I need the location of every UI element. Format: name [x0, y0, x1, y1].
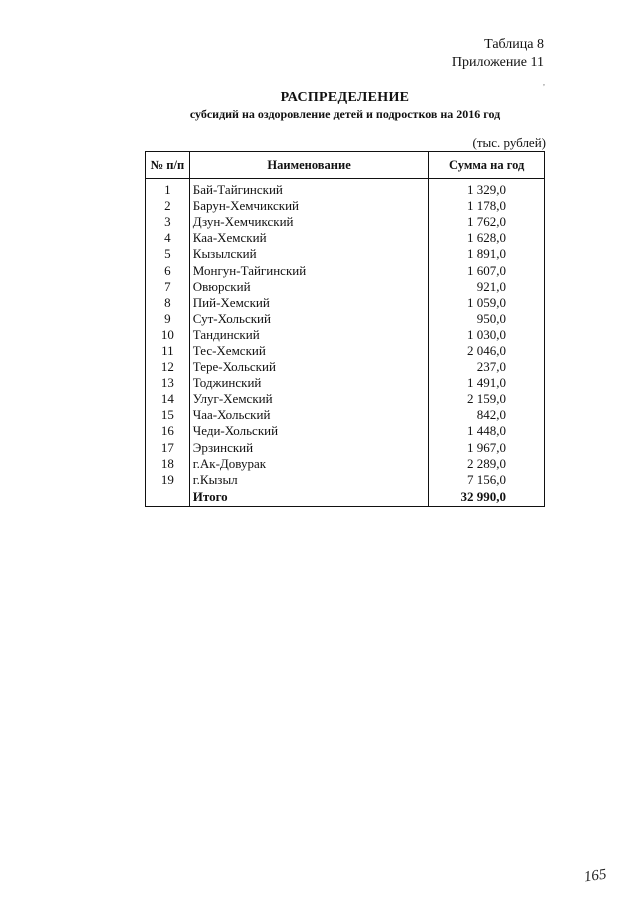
distribution-table — [145, 151, 545, 507]
row-sum: 1 030,0 — [429, 327, 545, 343]
row-sum: 1 491,0 — [429, 375, 545, 391]
row-sum: 1 762,0 — [429, 214, 545, 230]
row-num: 14 — [146, 391, 190, 407]
row-name: Пий-Хемский — [189, 295, 429, 311]
row-name: Чаа-Хольский — [189, 407, 429, 423]
table-row — [146, 262, 545, 278]
row-sum: 1 891,0 — [429, 246, 545, 262]
document-title: РАСПРЕДЕЛЕНИЕ — [280, 90, 410, 105]
table-row — [146, 440, 545, 456]
table-row — [146, 375, 545, 391]
units-label: (тыс. рублей) — [472, 135, 546, 150]
row-sum: 1 178,0 — [429, 198, 545, 214]
table-row — [146, 311, 545, 327]
document-subtitle: субсидий на оздоровление детей и подростков на 2016 год — [189, 107, 501, 121]
total-num-cell — [146, 488, 190, 507]
row-num: 6 — [146, 262, 190, 278]
header-name: Наименование — [189, 152, 429, 179]
row-name: г.Кызыл — [189, 472, 429, 488]
row-name: Овюрский — [189, 279, 429, 295]
row-sum: 842,0 — [429, 407, 545, 423]
document-header — [452, 36, 544, 72]
table-row — [146, 246, 545, 262]
row-name: Каа-Хемский — [189, 230, 429, 246]
row-sum: 1 607,0 — [429, 262, 545, 278]
table-row — [146, 359, 545, 375]
row-num: 15 — [146, 407, 190, 423]
row-name: Бай-Тайгинский — [189, 179, 429, 199]
row-num: 16 — [146, 423, 190, 439]
header-num: № п/п — [146, 152, 190, 179]
row-name: Тандинский — [189, 327, 429, 343]
row-num: 13 — [146, 375, 190, 391]
total-row — [146, 488, 545, 507]
row-num: 11 — [146, 343, 190, 359]
table-header-row — [146, 152, 545, 179]
row-name: Чеди-Хольский — [189, 423, 429, 439]
row-num: 8 — [146, 295, 190, 311]
row-sum: 1 329,0 — [429, 179, 545, 199]
total-label: Итого — [189, 488, 429, 507]
row-sum: 2 159,0 — [429, 391, 545, 407]
header-sum: Сумма на год — [429, 152, 545, 179]
row-name: Тоджинский — [189, 375, 429, 391]
row-name: Дзун-Хемчикский — [189, 214, 429, 230]
row-sum: 1 059,0 — [429, 295, 545, 311]
row-sum: 2 046,0 — [429, 343, 545, 359]
row-num: 10 — [146, 327, 190, 343]
row-name: Сут-Хольский — [189, 311, 429, 327]
table-row — [146, 391, 545, 407]
table-row — [146, 343, 545, 359]
row-num: 17 — [146, 440, 190, 456]
row-name: г.Ак-Довурак — [189, 456, 429, 472]
row-num: 1 — [146, 179, 190, 199]
table-row — [146, 407, 545, 423]
table-row — [146, 472, 545, 488]
table-row — [146, 456, 545, 472]
row-name: Барун-Хемчикский — [189, 198, 429, 214]
row-sum: 1 967,0 — [429, 440, 545, 456]
row-num: 19 — [146, 472, 190, 488]
row-sum: 1 628,0 — [429, 230, 545, 246]
table-body — [146, 179, 545, 507]
row-num: 2 — [146, 198, 190, 214]
row-num: 4 — [146, 230, 190, 246]
table-row — [146, 327, 545, 343]
row-num: 5 — [146, 246, 190, 262]
table-row — [146, 198, 545, 214]
table-row — [146, 279, 545, 295]
table-row — [146, 214, 545, 230]
row-name: Улуг-Хемский — [189, 391, 429, 407]
row-num: 12 — [146, 359, 190, 375]
appendix-label: Приложение 11 — [451, 55, 544, 70]
table-row — [146, 295, 545, 311]
row-sum: 237,0 — [429, 359, 545, 375]
scan-mark: , — [543, 78, 545, 87]
row-name: Эрзинский — [189, 440, 429, 456]
table-row — [146, 179, 545, 199]
total-sum: 32 990,0 — [429, 488, 545, 507]
row-num: 7 — [146, 279, 190, 295]
row-sum: 2 289,0 — [429, 456, 545, 472]
row-sum: 7 156,0 — [429, 472, 545, 488]
row-sum: 1 448,0 — [429, 423, 545, 439]
table-row — [146, 230, 545, 246]
row-name: Монгун-Тайгинский — [189, 262, 429, 278]
row-num: 3 — [146, 214, 190, 230]
row-sum: 950,0 — [429, 311, 545, 327]
table-label: Таблица 8 — [484, 37, 544, 52]
row-name: Тес-Хемский — [189, 343, 429, 359]
page-number: 165 — [582, 866, 608, 886]
table-row — [146, 423, 545, 439]
row-sum: 921,0 — [429, 279, 545, 295]
row-num: 9 — [146, 311, 190, 327]
row-name: Тере-Хольский — [189, 359, 429, 375]
row-name: Кызылский — [189, 246, 429, 262]
row-num: 18 — [146, 456, 190, 472]
